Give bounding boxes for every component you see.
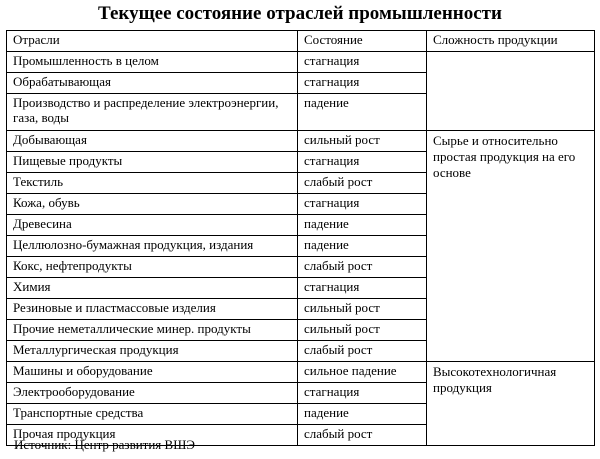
status-cell: слабый рост — [298, 425, 427, 446]
industry-cell: Добывающая — [7, 131, 298, 152]
industry-cell: Промышленность в целом — [7, 52, 298, 73]
status-cell: стагнация — [298, 52, 427, 73]
industry-cell: Пищевые продукты — [7, 152, 298, 173]
header-complexity: Сложность продукции — [427, 31, 595, 52]
status-cell: падение — [298, 94, 427, 131]
status-cell: падение — [298, 215, 427, 236]
status-cell: падение — [298, 236, 427, 257]
source-note: Источник: Центр развития ВШЭ — [14, 437, 195, 452]
status-cell: стагнация — [298, 73, 427, 94]
industry-cell: Кокс, нефтепродукты — [7, 257, 298, 278]
status-cell: слабый рост — [298, 341, 427, 362]
status-cell: сильный рост — [298, 131, 427, 152]
status-cell: слабый рост — [298, 257, 427, 278]
status-cell: слабый рост — [298, 173, 427, 194]
table-header-row — [7, 31, 595, 52]
industry-cell: Транспортные средства — [7, 404, 298, 425]
status-cell: стагнация — [298, 194, 427, 215]
status-cell: падение — [298, 404, 427, 425]
table-row — [7, 52, 595, 73]
status-cell: стагнация — [298, 383, 427, 404]
industry-cell: Производство и распределение электроэнергии, газа, воды — [7, 94, 298, 131]
industry-cell: Машины и оборудование — [7, 362, 298, 383]
header-status: Состояние — [298, 31, 427, 52]
industry-cell: Электрооборудование — [7, 383, 298, 404]
header-industry: Отрасли — [7, 31, 298, 52]
industry-status-table — [6, 30, 595, 446]
industry-cell: Резиновые и пластмассовые изделия — [7, 299, 298, 320]
status-cell: сильное падение — [298, 362, 427, 383]
table-row — [7, 131, 595, 152]
industry-cell: Целлюлозно-бумажная продукция, издания — [7, 236, 298, 257]
industry-cell: Прочие неметаллические минер. продукты — [7, 320, 298, 341]
industry-cell: Текстиль — [7, 173, 298, 194]
industry-cell: Химия — [7, 278, 298, 299]
status-cell: сильный рост — [298, 320, 427, 341]
status-cell: стагнация — [298, 152, 427, 173]
industry-cell: Кожа, обувь — [7, 194, 298, 215]
complexity-group-cell — [427, 52, 595, 131]
industry-cell: Прочая продукция — [7, 425, 298, 446]
industry-cell: Металлургическая продукция — [7, 341, 298, 362]
status-cell: стагнация — [298, 278, 427, 299]
industry-cell: Древесина — [7, 215, 298, 236]
table-title: Текущее состояние отраслей промышленности — [98, 3, 502, 24]
table-row — [7, 362, 595, 383]
status-cell: сильный рост — [298, 299, 427, 320]
industry-cell: Обрабатывающая — [7, 73, 298, 94]
complexity-group-cell: Сырье и относительно простая продукция на его основе — [427, 131, 595, 362]
complexity-group-cell: Высокотехнологичная продукция — [427, 362, 595, 446]
